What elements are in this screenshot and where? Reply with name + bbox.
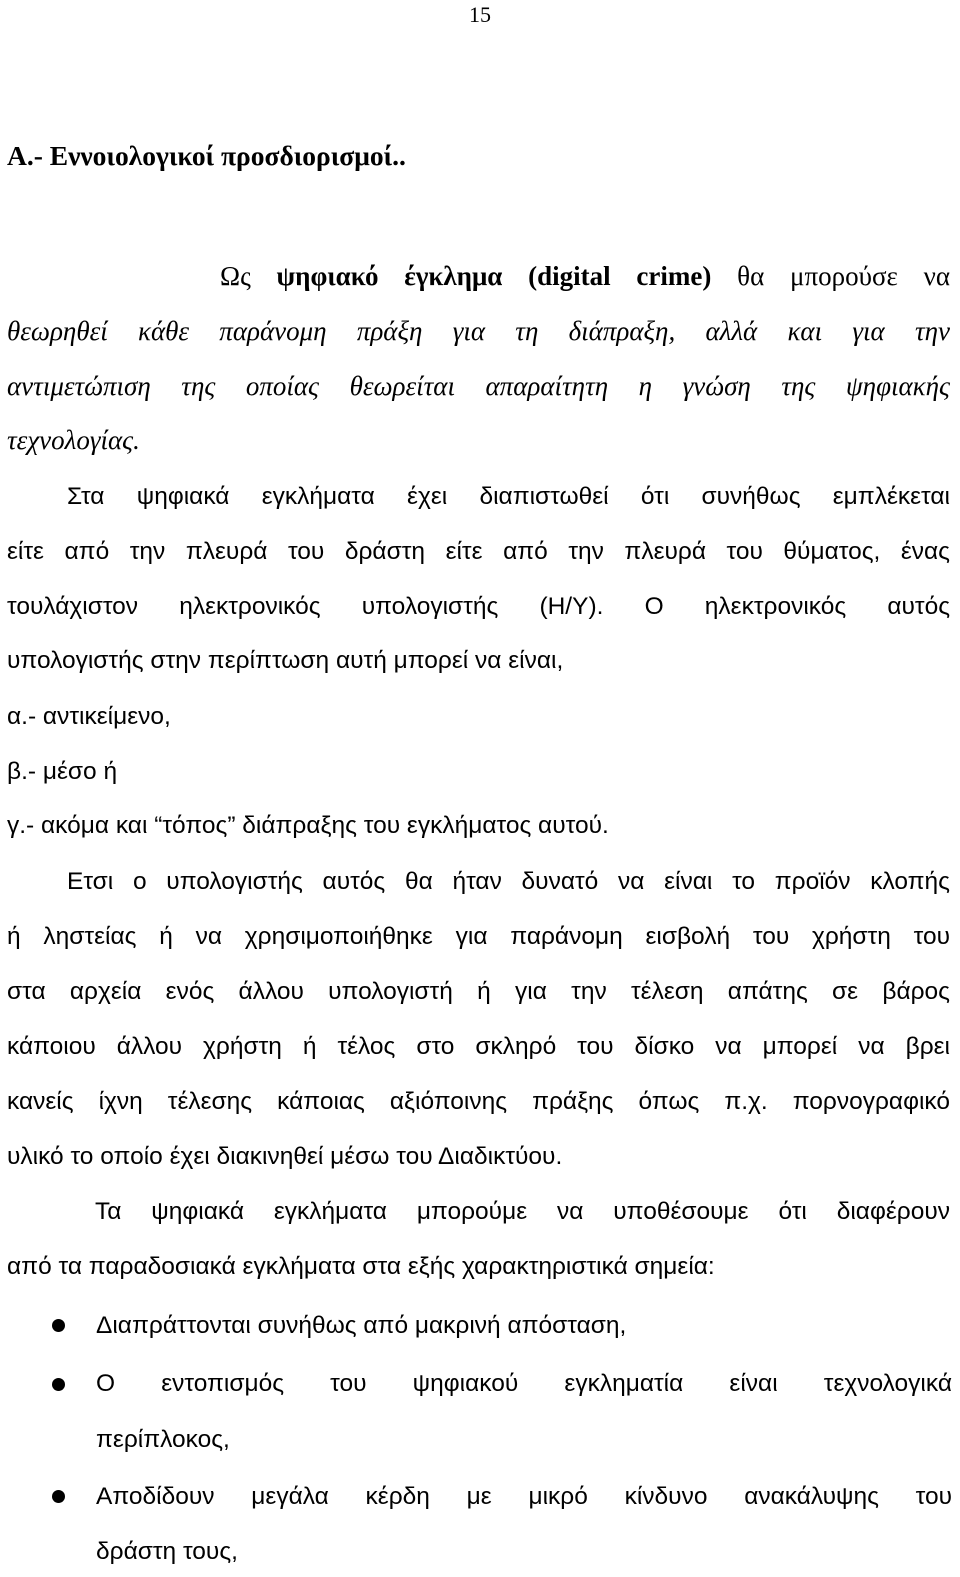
digital-crime-term: ψηφιακό έγκλημα (digital crime)	[276, 261, 712, 291]
bullet-icon	[52, 1490, 65, 1503]
para4-line2: από τα παραδοσιακά εγκλήματα στα εξής χαρακτηριστικά σημεία:	[7, 1253, 715, 1280]
section-heading: A.- Εννοιολογικοί προσδιορισμοί..	[7, 140, 406, 171]
para3-line1: Ετσι ο υπολογιστής αυτός θα ήταν δυνατό να είναι το προϊόν κλοπής	[67, 868, 950, 895]
page-number: 15	[469, 2, 491, 27]
para3-line6: υλικό το οποίο έχει διακινηθεί μέσω του Διαδικτύου.	[7, 1143, 563, 1170]
bullet-2-line2: περίπλοκος,	[96, 1426, 230, 1453]
para1-line1: Ως ψηφιακό έγκλημα (digital crime) θα μπορούσε να	[220, 261, 950, 291]
para4-line1: Τα ψηφιακά εγκλήματα μπορούμε να υποθέσουμε ότι διαφέρουν	[95, 1198, 950, 1225]
para1-line4: τεχνολογίας.	[7, 425, 140, 455]
para1-line2: θεωρηθεί κάθε παράνομη πράξη για τη διάπραξη, αλλά και για την	[7, 316, 950, 346]
bullet-icon	[52, 1378, 65, 1391]
bullet-2-line1: Ο εντοπισμός του ψηφιακού εγκληματία είναι τεχνολογικά	[96, 1370, 952, 1397]
para2-line2: είτε από την πλευρά του δράστη είτε από την πλευρά του θύματος, ένας	[7, 538, 950, 565]
bullet-1-line1: Διαπράττονται συνήθως από μακρινή απόσταση,	[96, 1312, 627, 1339]
para3-line3: στα αρχεία ενός άλλου υπολογιστή ή για την τέλεση απάτης σε βάρος	[7, 978, 950, 1005]
bullet-icon	[52, 1319, 65, 1332]
list-item-a: α.- αντικείμενο,	[7, 703, 171, 730]
para3-line2: ή ληστείας ή να χρησιμοποιήθηκε για παράνομη εισβολή του χρήστη του	[7, 923, 950, 950]
para1-line3: αντιμετώπιση της οποίας θεωρείται απαραίτητη η γνώση της ψηφιακής	[7, 371, 950, 401]
para2-line3: τουλάχιστον ηλεκτρονικός υπολογιστής (Η/Υ). Ο ηλεκτρονικός αυτός	[7, 593, 950, 620]
list-item-b: β.- μέσο ή	[7, 758, 118, 785]
para3-line4: κάποιου άλλου χρήστη ή τέλος στο σκληρό του δίσκο να μπορεί να βρει	[7, 1033, 950, 1060]
para3-line5: κανείς ίχνη τέλεσης κάποιας αξιόποινης πράξης όπως π.χ. πορνογραφικό	[7, 1088, 950, 1115]
para2-line1: Στα ψηφιακά εγκλήματα έχει διαπιστωθεί ότι συνήθως εμπλέκεται	[67, 483, 950, 510]
bullet-3-line1: Αποδίδουν μεγάλα κέρδη με μικρό κίνδυνο ανακάλυψης του	[96, 1483, 952, 1510]
list-item-c: γ.- ακόμα και “τόπος” διάπραξης του εγκλήματος αυτού.	[7, 812, 609, 839]
para2-line4: υπολογιστής στην περίπτωση αυτή μπορεί να είναι,	[7, 647, 564, 674]
bullet-3-line2: δράστη τους,	[96, 1538, 238, 1565]
